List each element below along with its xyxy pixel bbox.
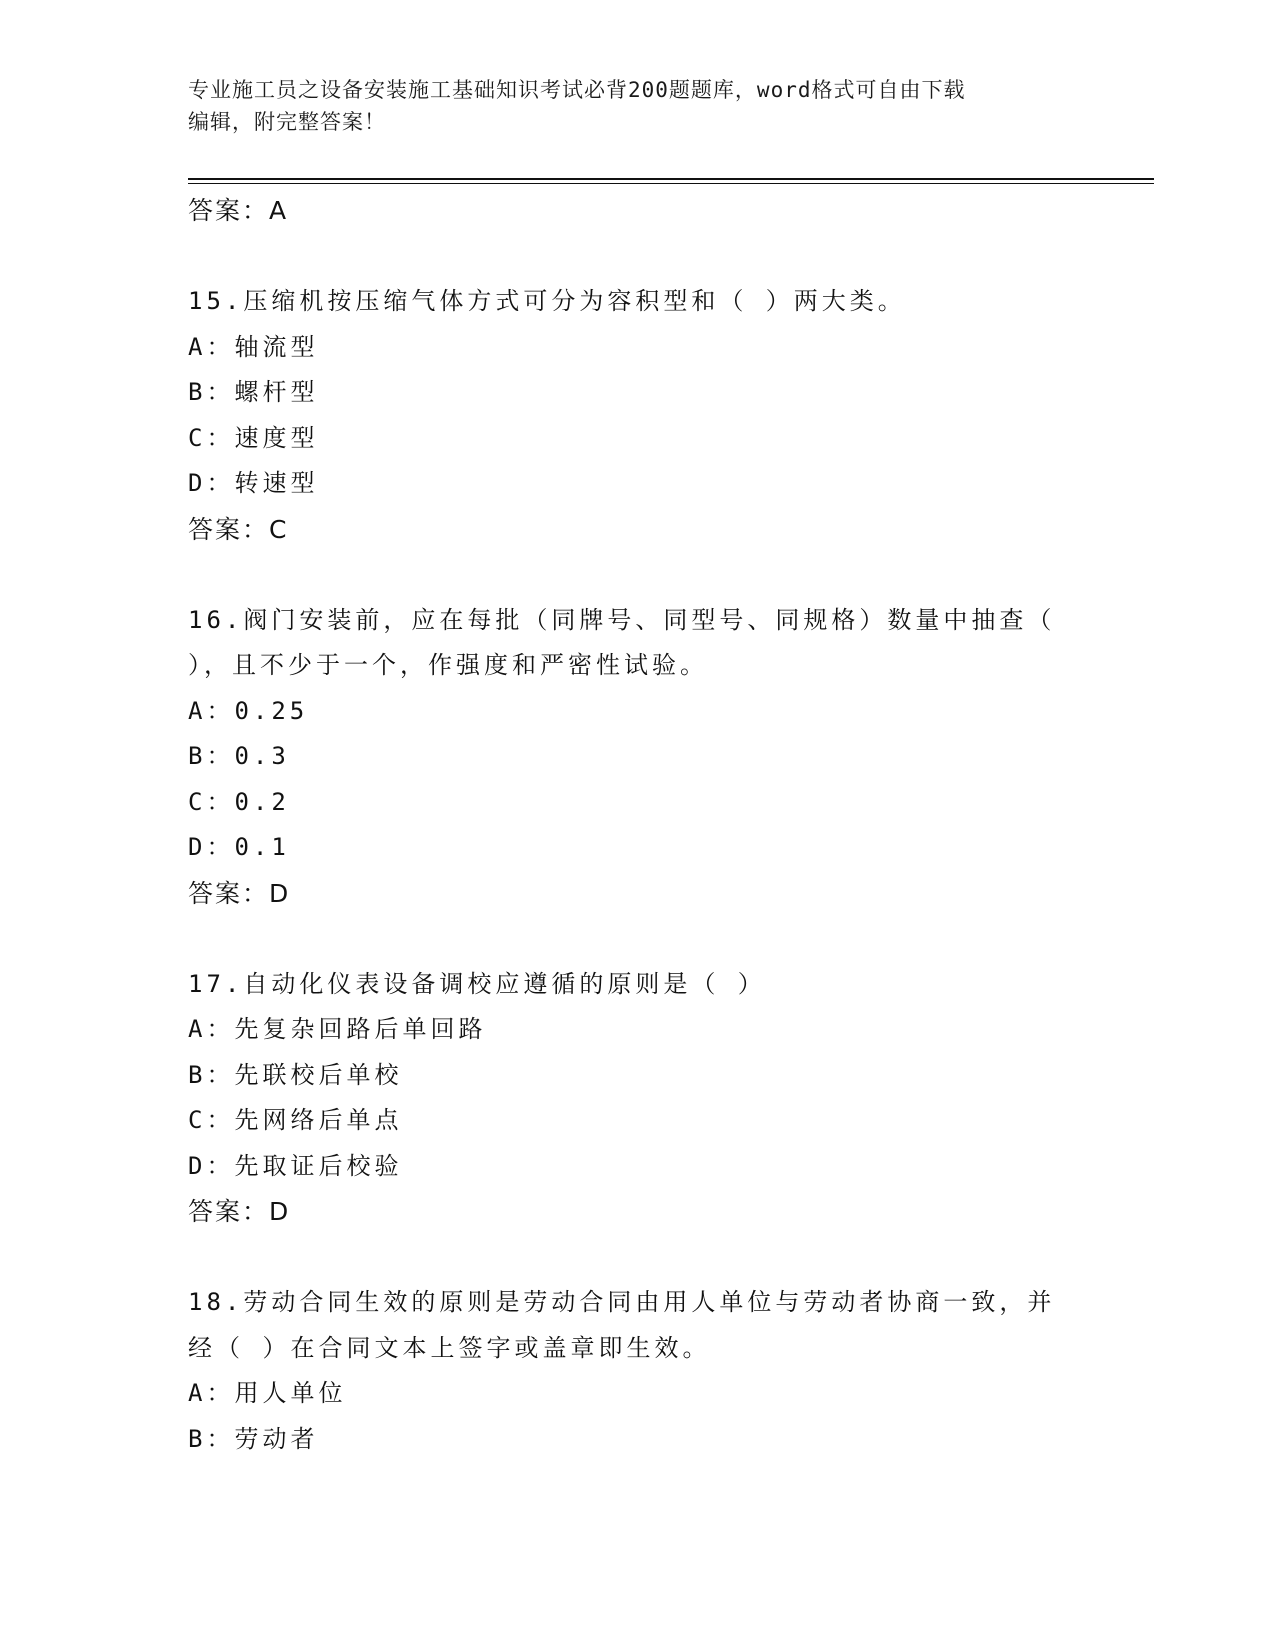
- header-line-2: 编辑，附完整答案！: [188, 110, 386, 134]
- option-a: A：用人单位: [188, 1379, 347, 1407]
- spacer: [188, 552, 1088, 598]
- question-text-continued: 经（ ）在合同文本上签字或盖章即生效。: [188, 1333, 711, 1362]
- question-18: [188, 1280, 1088, 1462]
- header-rule-thin: [188, 183, 1154, 184]
- option-a: A：先复杂回路后单回路: [188, 1015, 487, 1043]
- option-d: D：先取证后校验: [188, 1151, 403, 1180]
- question-15: [188, 279, 1088, 552]
- option-a: A：轴流型: [188, 332, 319, 361]
- answer: 答案：D: [188, 1197, 291, 1226]
- option-d: D：0.1: [188, 833, 290, 861]
- option-c: C：速度型: [188, 423, 319, 452]
- answer: 答案：C: [188, 514, 289, 544]
- question-text: 17.自动化仪表设备调校应遵循的原则是（ ）: [188, 969, 766, 998]
- question-text: 18.劳动合同生效的原则是劳动合同由用人单位与劳动者协商一致，并: [188, 1288, 1056, 1316]
- question-text: 16.阀门安装前，应在每批（同牌号、同型号、同规格）数量中抽查（: [188, 605, 1056, 634]
- spacer: [188, 1235, 1088, 1281]
- option-b: B：劳动者: [188, 1424, 319, 1453]
- previous-answer: 答案：A: [188, 196, 289, 225]
- answer: 答案：D: [188, 878, 291, 908]
- spacer: [188, 234, 1088, 280]
- question-16: [188, 598, 1088, 917]
- question-text: 15.压缩机按压缩气体方式可分为容积型和（ ）两大类。: [188, 287, 906, 315]
- header-rule-thick: [188, 178, 1154, 180]
- option-b: B：螺杆型: [188, 378, 319, 406]
- spacer: [188, 916, 1088, 962]
- option-c: C：0.2: [188, 787, 290, 816]
- option-a: A：0.25: [188, 696, 309, 725]
- option-b: B：0.3: [188, 742, 290, 770]
- document-header: [188, 74, 1068, 138]
- option-d: D：转速型: [188, 469, 319, 497]
- option-c: C：先网络后单点: [188, 1106, 403, 1134]
- question-text-continued: ），且不少于一个，作强度和严密性试验。: [188, 651, 708, 679]
- question-17: [188, 962, 1088, 1235]
- question-list: [188, 188, 1088, 1462]
- option-b: B：先联校后单校: [188, 1060, 403, 1089]
- header-line-1: 专业施工员之设备安装施工基础知识考试必背200题题库，word格式可自由下载: [188, 78, 966, 102]
